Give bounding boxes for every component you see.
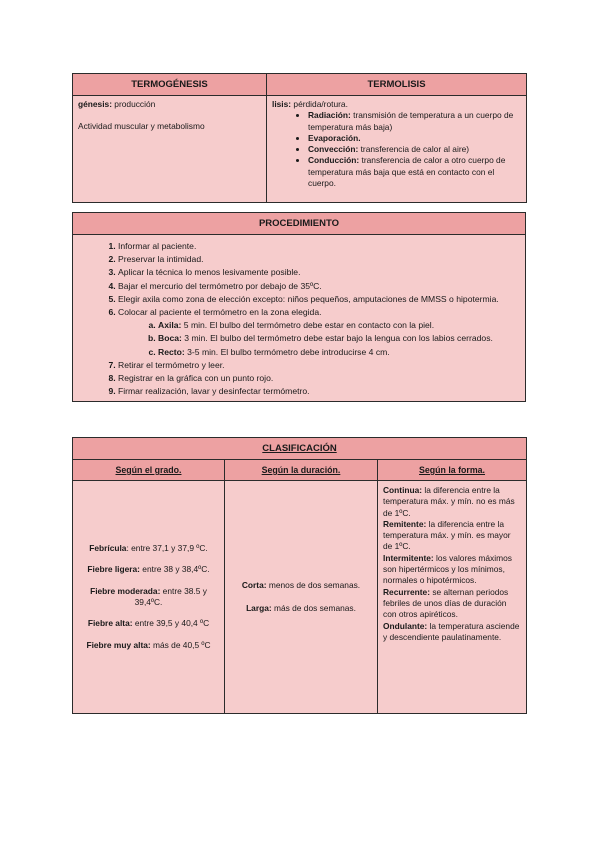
list-item: 9. Firmar realización, lavar y desinfectar termómetro.	[118, 385, 520, 398]
procedimiento-cell	[73, 235, 526, 402]
lisis-def: pérdida/rotura.	[291, 99, 348, 109]
termolisis-cell	[267, 96, 527, 203]
grado-header: Según el grado.	[73, 460, 225, 481]
list-item: • Evaporación.	[308, 133, 521, 144]
duracion-item: Corta: menos de dos semanas.	[241, 579, 361, 590]
clasificacion-header: CLASIFICACIÓN	[73, 438, 527, 460]
list-item: c. Recto: 3-5 min. El bulbo termómetro debe introducirse 4 cm.	[158, 346, 520, 359]
grado-item: Fiebre alta: entre 39,5 y 40,4 ºC	[87, 618, 210, 629]
procedimiento-steps	[78, 240, 520, 398]
grado-item: Febrícula: entre 37,1 y 37,9 ºC.	[89, 543, 208, 554]
list-item: 1. Informar al paciente.	[118, 240, 520, 253]
forma-item: Ondulante: la temperatura asciende y descendiente paulatinamente.	[383, 620, 520, 642]
genesis-def: producción	[111, 99, 156, 109]
grado-item: Fiebre ligera: entre 38 y 38,4ºC.	[87, 564, 210, 575]
lisis-definition	[272, 99, 521, 110]
duracion-cell	[225, 481, 378, 714]
list-item: 2. Preservar la intimidad.	[118, 253, 520, 266]
list-item: 3. Aplicar la técnica lo menos lesivamente posible.	[118, 266, 520, 279]
forma-item: Intermitente: los valores máximos son hipertérmicos y los mínimos, normales o hipotérmicos.	[383, 552, 512, 586]
list-item: • Radiación: transmisión de temperatura a un cuerpo de temperatura más baja)	[308, 110, 521, 133]
list-item: 5. Elegir axila como zona de elección excepto: niños pequeños, amputaciones de MMSS o hipotermia.	[118, 293, 520, 306]
genesis-definition	[78, 99, 261, 110]
list-item: • Conducción: transferencia de calor a otro cuerpo de temperatura más baja que está en contacto con el cuerpo.	[308, 155, 521, 189]
forma-item: Recurrente: se alternan periodos febriles de unos días de duración con otros apiréticos.	[383, 586, 509, 620]
forma-item: Remitente: la diferencia entre la temperatura máx. y mín. es mayor de 1ºC.	[383, 518, 511, 552]
list-item: 4. Bajar el mercurio del termómetro por debajo de 35ºC.	[118, 280, 520, 293]
activity-text: Actividad muscular y metabolismo	[78, 121, 205, 132]
grado-item: Fiebre moderada: entre 38.5 y 39,4ºC.	[90, 585, 207, 607]
forma-item: Continua: la diferencia entre la temperatura máx. y mín. no es más de 1ºC.	[383, 485, 515, 518]
list-item: b. Boca: 3 min. El bulbo del termómetro debe estar bajo la lengua con los labios cerrados.	[158, 332, 520, 345]
duracion-item: Larga: más de dos semanas.	[246, 603, 356, 613]
termo-table	[72, 73, 527, 203]
list-item: 7. Retirar el termómetro y leer.	[118, 359, 520, 372]
procedimiento-header: PROCEDIMIENTO	[73, 213, 526, 235]
list-item: • Convección: transferencia de calor al aire)	[308, 144, 521, 155]
termolisis-list	[272, 110, 521, 189]
termogenesis-header: TERMOGÉNESIS	[73, 74, 267, 96]
list-item: 8. Registrar en la gráfica con un punto rojo.	[118, 372, 520, 385]
grado-item: Fiebre muy alta: más de 40,5 ºC	[86, 639, 211, 650]
lisis-term: lisis:	[272, 99, 292, 109]
termogenesis-cell	[73, 96, 267, 203]
list-item: 6. Colocar al paciente el termómetro en la zona elegida. a. Axila: 5 min. El bulbo del termómetro debe estar en contacto con la piel. b. Boca: 3 min. El bulbo del termómetro debe estar bajo la lengua con los labios cerrados. c. Recto: 3-5 min. El bulbo termómetro debe introducirse 4 cm.	[118, 306, 520, 359]
list-item: a. Axila: 5 min. El bulbo del termómetro debe estar en contacto con la piel.	[158, 319, 520, 332]
zone-sublist	[118, 319, 520, 359]
genesis-term: génesis:	[78, 99, 112, 109]
forma-cell	[378, 481, 527, 714]
procedimiento-table	[72, 212, 526, 402]
forma-header: Según la forma.	[378, 460, 527, 481]
grado-cell	[73, 481, 225, 714]
clasificacion-table	[72, 437, 527, 714]
termolisis-header: TERMOLISIS	[267, 74, 527, 96]
duracion-header: Según la duración.	[225, 460, 378, 481]
